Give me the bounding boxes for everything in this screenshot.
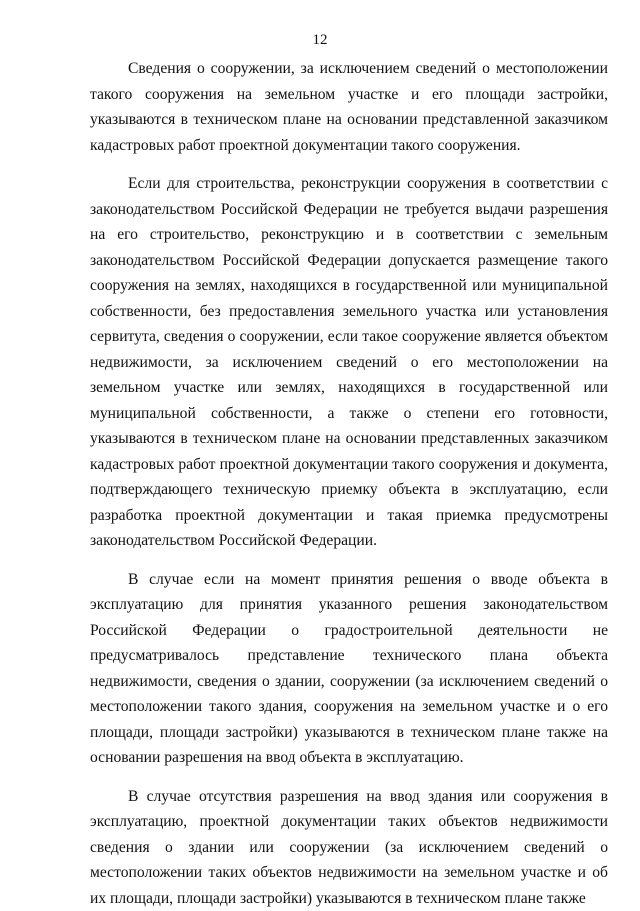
- paragraph-4: В случае отсутствия разрешения на ввод здания или сооружения в эксплуатацию, проектной документации таких объектов недвижимости сведения о здании или сооружении (за исключением сведений о местоположении таких объектов недвижимости на земельном участке и об их площади, площади застройки) указываются в техническом плане также: [90, 784, 608, 911]
- paragraph-1: Сведения о сооружении, за исключением сведений о местоположении такого сооружения на земельном участке и его площади застройки, указываются в техническом плане на основании представленной заказчиком кадастровых работ проектной документации такого сооружения.: [90, 56, 608, 158]
- paragraph-2: Если для строительства, реконструкции сооружения в соответствии с законодательством Российской Федерации не требуется выдачи разрешения на его строительство, реконструкцию и в соответствии с земельным законодательством Российской Федерации допускается размещение такого сооружения на землях, находящихся в государственной или муниципальной собственности, без предоставления земельного участка или установления сервитута, сведения о сооружении, если такое сооружение является объектом недвижимости, за исключением сведений о его местоположении на земельном участке или землях, находящихся в государственной или муниципальной собственности, а также о степени его готовности, указываются в техническом плане на основании представленных заказчиком кадастровых работ проектной документации такого сооружения и документа, подтверждающего техническую приемку объекта в эксплуатацию, если разработка проектной документации и такая приемка предусмотрены законодательством Российской Федерации.: [90, 171, 608, 554]
- document-body: [90, 56, 608, 911]
- page-number: 12: [0, 30, 640, 50]
- paragraph-3: В случае если на момент принятия решения о вводе объекта в эксплуатацию для принятия указанного решения законодательством Российской Федерации о градостроительной деятельности не предусматривалось представление технического плана объекта недвижимости, сведения о здании, сооружении (за исключением сведений о местоположении такого здания, сооружения на земельном участке и о его площади, площади застройки) указываются в техническом плане также на основании разрешения на ввод объекта в эксплуатацию.: [90, 567, 608, 771]
